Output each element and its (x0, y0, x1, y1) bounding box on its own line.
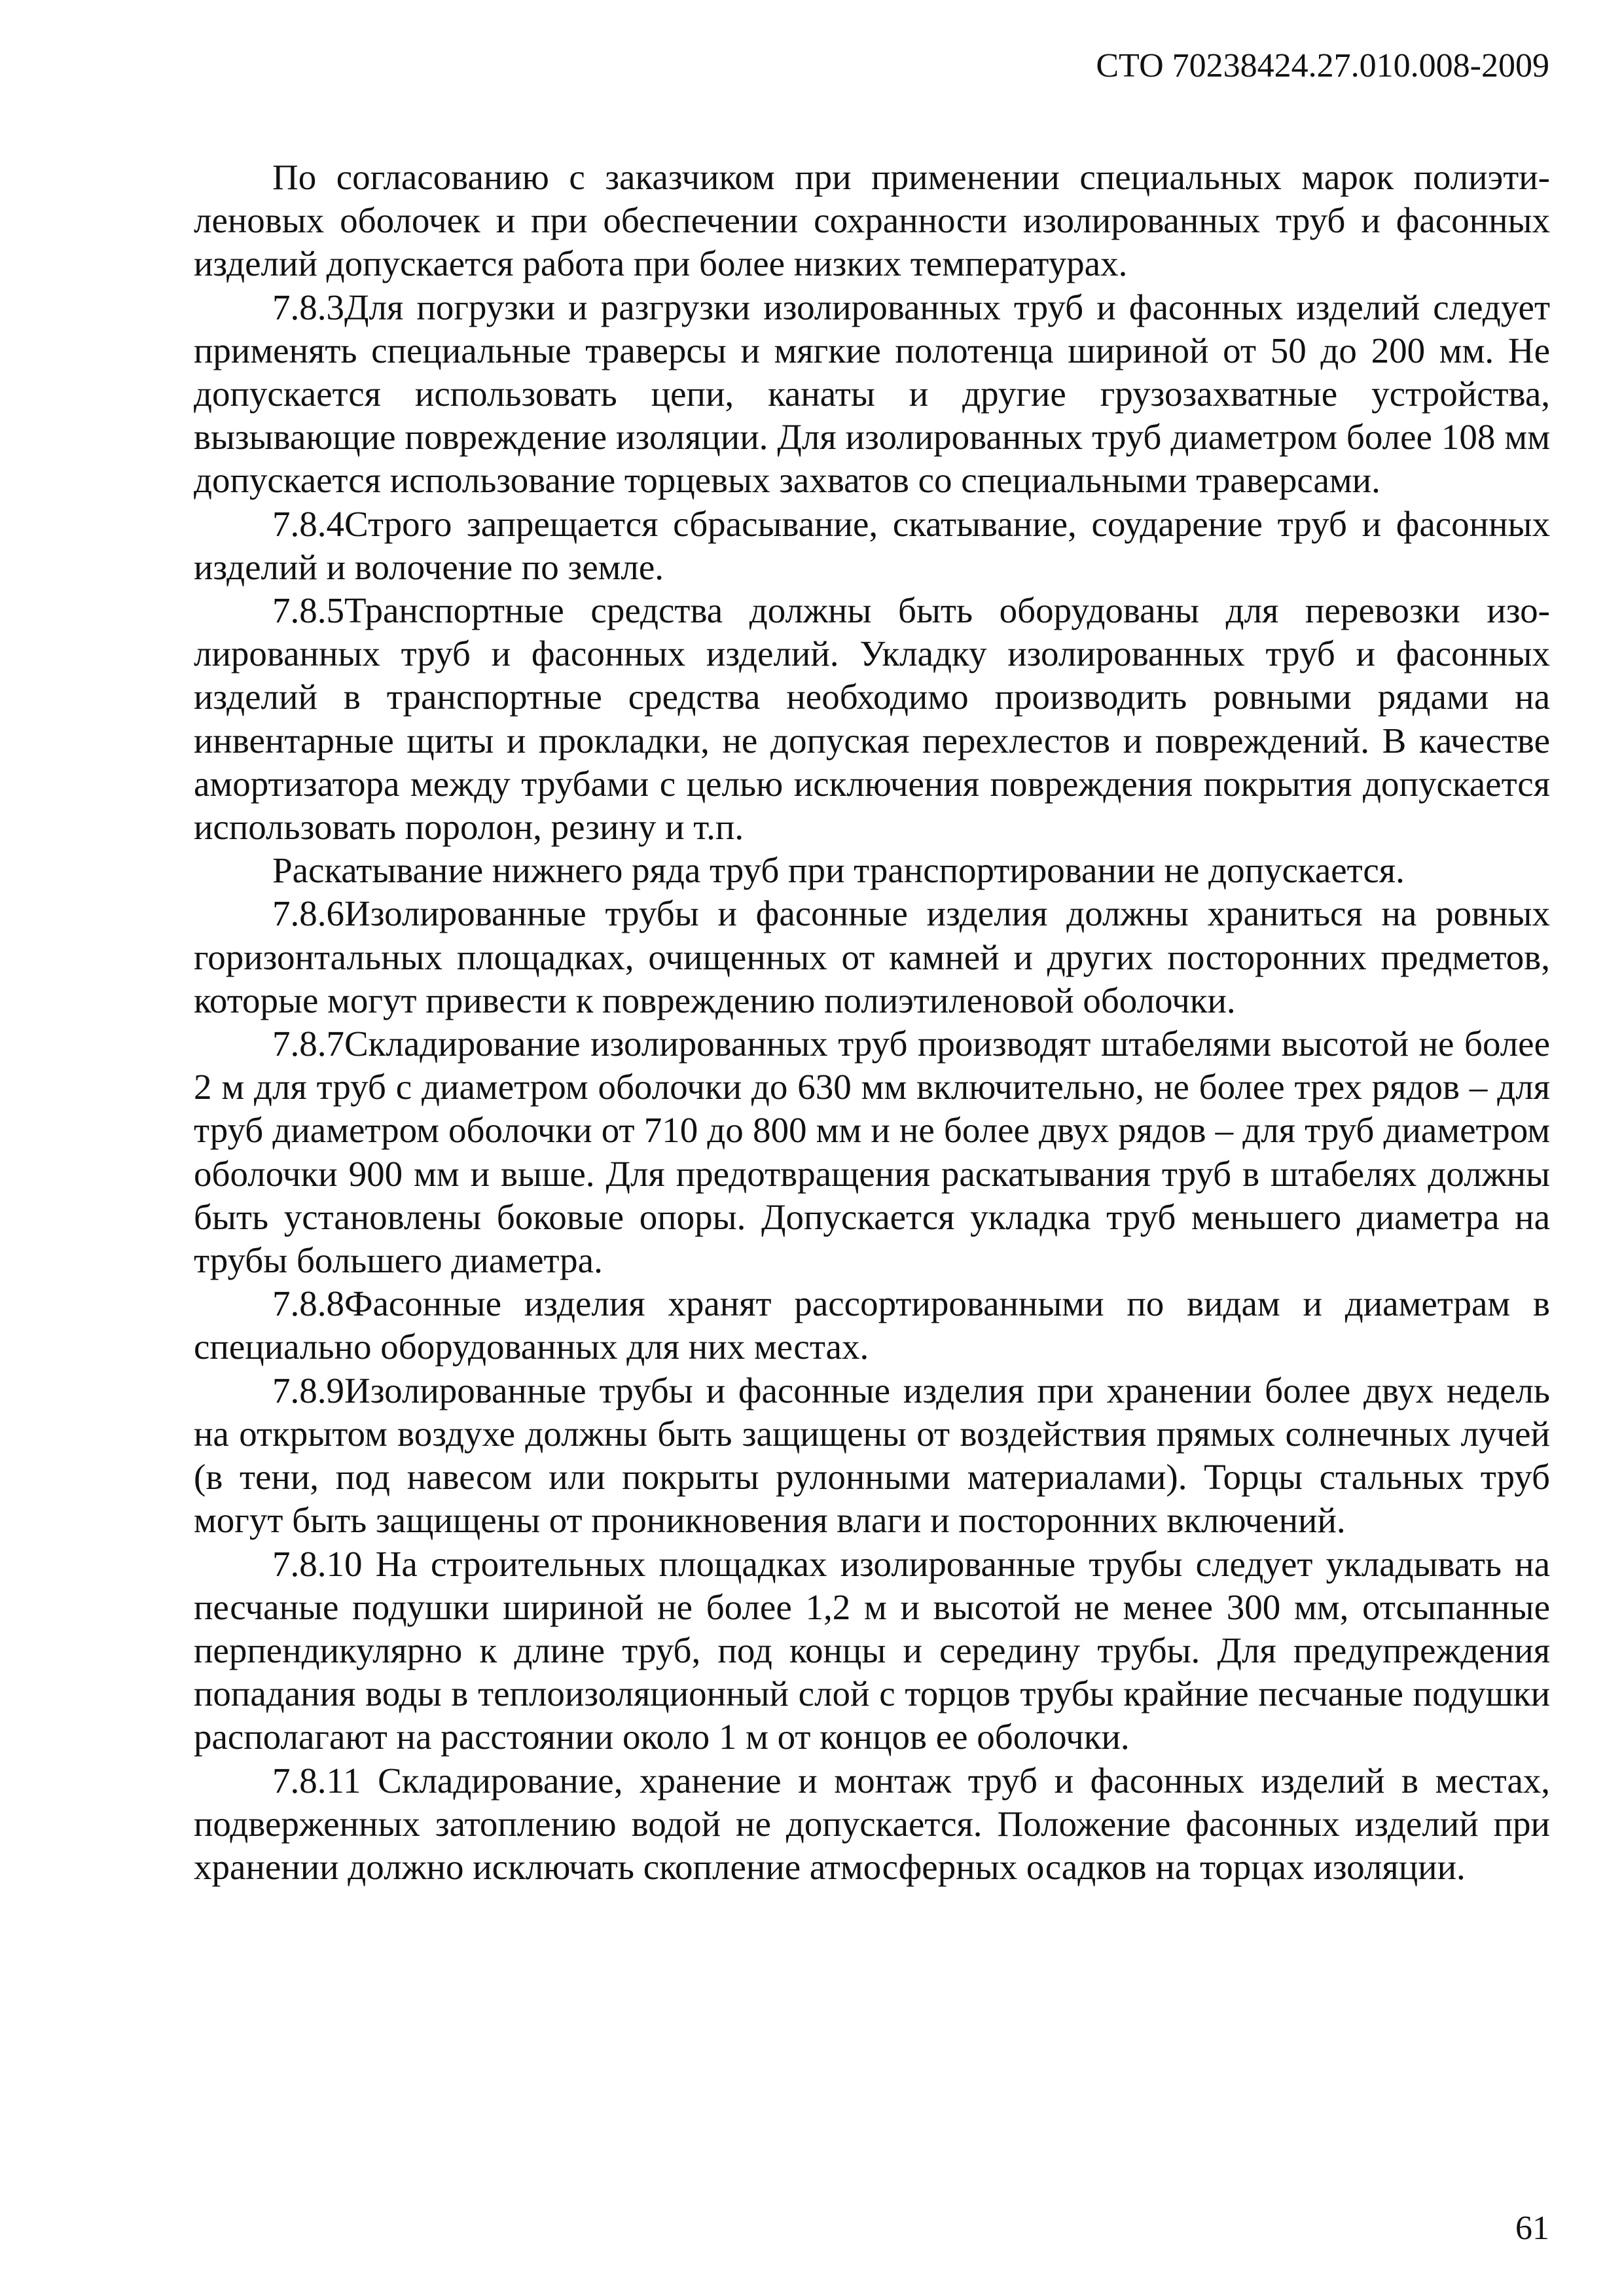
paragraph-7-8-11: 7.8.11 Складирование, хранение и монтаж труб и фасонных изделий в местах, подверженных затоплению водой не допускается. Положение фасонных изделий при хранении должно исключать скопление атмосферных осадков на торцах изоляции. (194, 1760, 1550, 1887)
paragraph-rolling-prohibited: Раскатывание нижнего ряда труб при транспортировании не допускается. (272, 850, 1405, 891)
document-body (194, 156, 1550, 1889)
paragraph-7-8-6: 7.8.6Изолированные трубы и фасонные изделия должны храниться на ровных горизонтальных площадках, очищенных от камней и других посторонних предметов, которые могут привести к повреждению полиэтиленовой оболочки. (194, 893, 1550, 1020)
paragraph-7-8-8: 7.8.8Фасонные изделия хранят рассортированными по видам и диаметрам в специально оборудованных для них местах. (194, 1283, 1550, 1367)
paragraph-7-8-10: 7.8.10 На строительных площадках изолированные трубы следует укладывать на песчаные подушки шириной не более 1,2 м и высотой не менее 300 мм, отсыпанные перпендикулярно к длине труб, под концы и середину трубы. Для предупреждения попадания воды в теплоизоляционный слой с торцов трубы крайние песчаные подушки располагают на расстоянии около 1 м от концов ее оболочки. (194, 1543, 1550, 1757)
paragraph-7-8-7: 7.8.7Складирование изолированных труб производят штабелями высотой не более 2 м для труб с диаметром оболочки до 630 мм включительно, не более трех рядов – для труб диаметром оболочки от 710 до 800 мм и не более двух рядов – для труб диаметром оболочки 900 мм и выше. Для предотвращения раскатывания труб в штабелях должны быть установлены боковые опоры. Допускается укладка труб меньшего диаметра на трубы большего диаметра. (194, 1024, 1550, 1281)
document-code-header: СТО 70238424.27.010.008-2009 (1096, 47, 1549, 84)
paragraph-7-8-9: 7.8.9Изолированные трубы и фасонные изделия при хранении более двух недель на открытом воздухе должны быть защищены от воздействия прямых солнечных лучей (в тени, под навесом или покрыты рулонными материалами). Торцы стальных труб могут быть защищены от проникновения влаги и посторонних включений. (194, 1370, 1550, 1541)
paragraph-intro-low-temperature: По согласованию с заказчиком при применении специальных марок полиэтиленовых оболочек и при обеспечении сохранности изолированных труб и фасонных изделий допускается работа при более низких температурах. (194, 157, 1550, 284)
paragraph-7-8-5: 7.8.5Транспортные средства должны быть оборудованы для перевозки изолированных труб и фасонных изделий. Укладку изолированных труб и фасонных изделий в транспортные средства необходимо производить ровными рядами на инвентарные щиты и прокладки, не допуская перехлестов и повреждений. В качестве амортизатора между трубами с целью исключения повреждения покрытия допускается использовать поролон, резину и т.п. (194, 590, 1550, 848)
paragraph-7-8-3: 7.8.3Для погрузки и разгрузки изолированных труб и фасонных изделий следует применять специальные траверсы и мягкие полотенца шириной от 50 до 200 мм. Не допускается использовать цепи, канаты и другие грузозахватные устройства, вызывающие повреждение изоляции. Для изолированных труб диаметром более 108 мм допускается использование торцевых захватов со специальными траверсами. (194, 287, 1550, 501)
paragraph-7-8-4: 7.8.4Строго запрещается сбрасывание, скатывание, соударение труб и фасонных изделий и волочение по земле. (194, 503, 1550, 587)
page-number: 61 (1515, 2210, 1549, 2247)
